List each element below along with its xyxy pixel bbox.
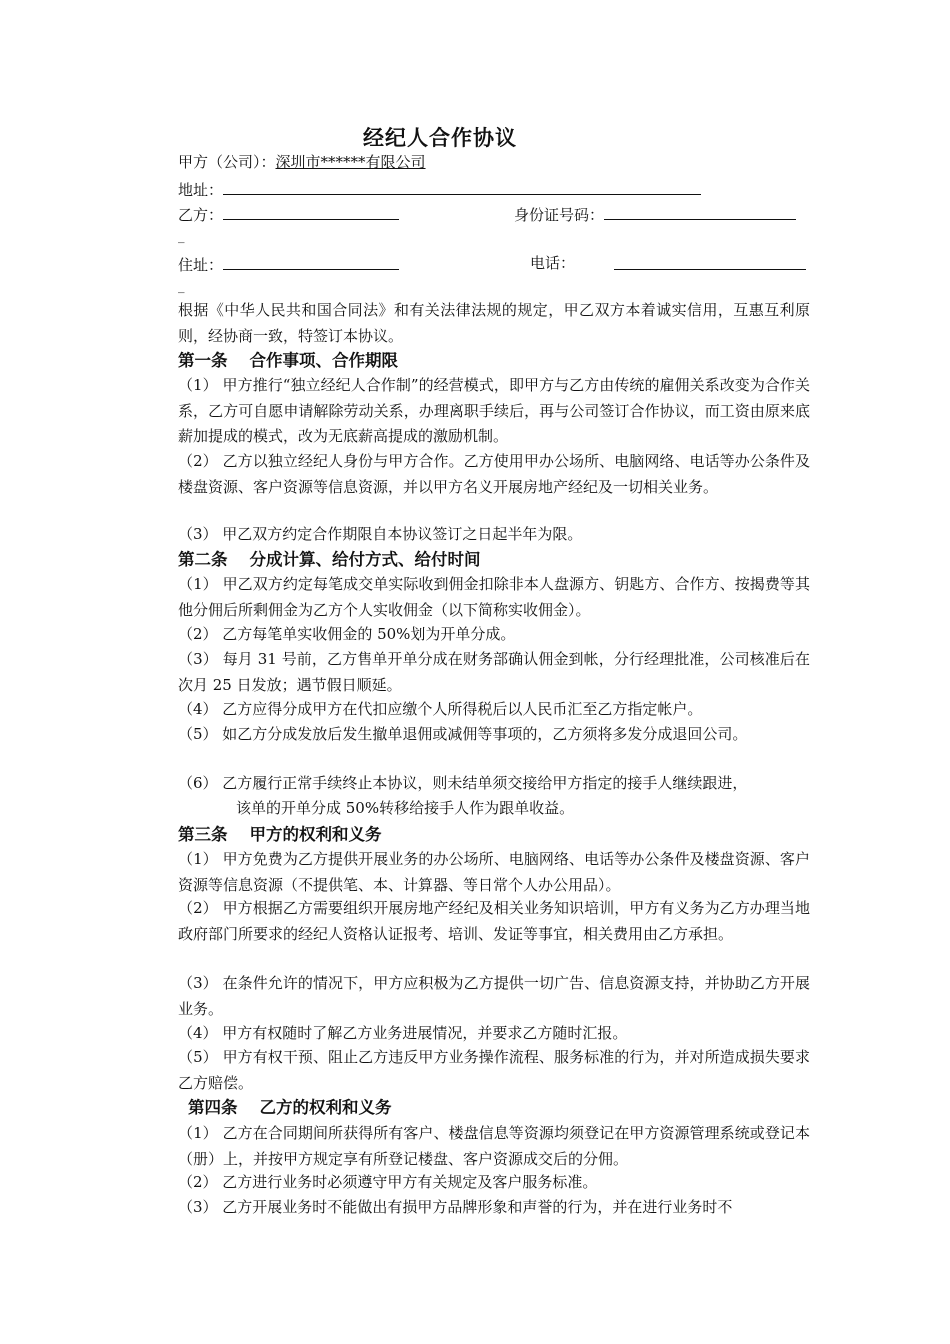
article-title: 乙方的权利和义务: [259, 1098, 392, 1117]
article-number: 第二条: [178, 550, 228, 569]
article-3-clause-3: （3） 在条件允许的情况下，甲方应积极为乙方提供一切广告、信息资源支持，并协助乙方开展业务。: [178, 974, 810, 1018]
dash-mark: _: [178, 279, 185, 294]
residence-line: [178, 251, 399, 278]
article-1-heading: [178, 348, 398, 373]
intro-paragraph: 根据《中华人民共和国合同法》和有关法律法规的规定，甲乙双方本着诚实信用，互惠互利原则，经协商一致，特签订本协议。: [178, 301, 810, 345]
article-4-heading: [188, 1095, 392, 1120]
party-b-line: [178, 201, 399, 228]
article-4-clause-1: （1） 乙方在合同期间所获得所有客户、楼盘信息等资源均须登记在甲方资源管理系统或登记本（册）上，并按甲方规定享有所登记楼盘、客户资源成交后的分佣。: [178, 1124, 810, 1168]
party-a-line: [178, 150, 426, 175]
article-3-heading: [178, 822, 382, 847]
article-3-clause-4: （4） 甲方有权随时了解乙方业务进展情况，并要求乙方随时汇报。: [178, 1024, 628, 1042]
party-b-blank: [223, 201, 399, 220]
dash-mark: _: [178, 229, 185, 244]
address-line: [178, 176, 701, 203]
phone-label: 电话：: [530, 254, 576, 272]
residence-blank: [223, 251, 399, 270]
article-title: 分成计算、给付方式、给付时间: [249, 550, 481, 569]
id-number-blank: [604, 201, 796, 220]
article-number: 第四条: [188, 1098, 238, 1117]
article-2-clause-2: （2） 乙方每笔单实收佣金的 50%划为开单分成。: [178, 625, 516, 643]
residence-label: 住址：: [178, 256, 224, 274]
id-number-line: [514, 201, 796, 228]
article-2-clause-1: （1） 甲乙双方约定每笔成交单实际收到佣金扣除非本人盘源方、钥匙方、合作方、按揭费等其他分佣后所剩佣金为乙方个人实收佣金（以下简称实收佣金）。: [178, 575, 810, 619]
article-4-clause-3: （3） 乙方开展业务时不能做出有损甲方品牌形象和声誉的行为，并在进行业务时不: [178, 1198, 733, 1216]
article-1-clause-3: （3） 甲乙双方约定合作期限自本协议签订之日起半年为限。: [178, 525, 583, 543]
document-title: 经纪人合作协议: [363, 126, 517, 150]
article-3-clause-2: （2） 甲方根据乙方需要组织开展房地产经纪及相关业务知识培训，甲方有义务为乙方办理当地政府部门所要求的经纪人资格认证报考、培训、发证等事宜，相关费用由乙方承担。: [178, 899, 810, 943]
article-title: 合作事项、合作期限: [249, 351, 398, 370]
party-a-company: 深圳市******有限公司: [275, 153, 426, 171]
phone-blank: [614, 251, 806, 270]
article-4-clause-2: （2） 乙方进行业务时必须遵守甲方有关规定及客户服务标准。: [178, 1173, 598, 1191]
article-2-clause-6-cont: 该单的开单分成 50%转移给接手人作为跟单收益。: [236, 799, 575, 817]
article-2-clause-3: （3） 每月 31 号前，乙方售单开单分成在财务部确认佣金到帐，分行经理批准，公司核准后在次月 25 日发放；遇节假日顺延。: [178, 650, 810, 694]
article-1-clause-2: （2） 乙方以独立经纪人身份与甲方合作。乙方使用甲办公场所、电脑网络、电话等办公条件及楼盘资源、客户资源等信息资源，并以甲方名义开展房地产经纪及一切相关业务。: [178, 452, 810, 496]
phone-line: [530, 251, 575, 276]
phone-blank-wrap: [614, 251, 806, 278]
article-2-clause-6: （6） 乙方履行正常手续终止本协议，则未结单须交接给甲方指定的接手人继续跟进，: [178, 774, 748, 792]
party-b-label: 乙方：: [178, 206, 224, 224]
article-3-clause-1: （1） 甲方免费为乙方提供开展业务的办公场所、电脑网络、电话等办公条件及楼盘资源、客户资源等信息资源（不提供笔、本、计算器、等日常个人办公用品）。: [178, 850, 810, 894]
id-number-label: 身份证号码：: [514, 206, 605, 224]
article-2-clause-4: （4） 乙方应得分成甲方在代扣应缴个人所得税后以人民币汇至乙方指定帐户。: [178, 700, 703, 718]
article-2-clause-5: （5） 如乙方分成发放后发生撤单退佣或减佣等事项的，乙方须将多发分成退回公司。: [178, 725, 748, 743]
address-label: 地址：: [178, 181, 224, 199]
address-blank: [223, 176, 701, 195]
party-a-label: 甲方（公司）：: [178, 153, 276, 171]
article-2-heading: [178, 547, 481, 572]
article-3-clause-5: （5） 甲方有权干预、阻止乙方违反甲方业务操作流程、服务标准的行为，并对所造成损失要求乙方赔偿。: [178, 1048, 810, 1092]
article-number: 第一条: [178, 351, 228, 370]
article-1-clause-1: （1） 甲方推行“独立经纪人合作制”的经营模式，即甲方与乙方由传统的雇佣关系改变为合作关系，乙方可自愿申请解除劳动关系，办理离职手续后，再与公司签订合作协议，而工资由原来底薪加提成的模式，改为无底薪高提成的激励机制。: [178, 376, 810, 445]
article-title: 甲方的权利和义务: [249, 825, 382, 844]
article-number: 第三条: [178, 825, 228, 844]
